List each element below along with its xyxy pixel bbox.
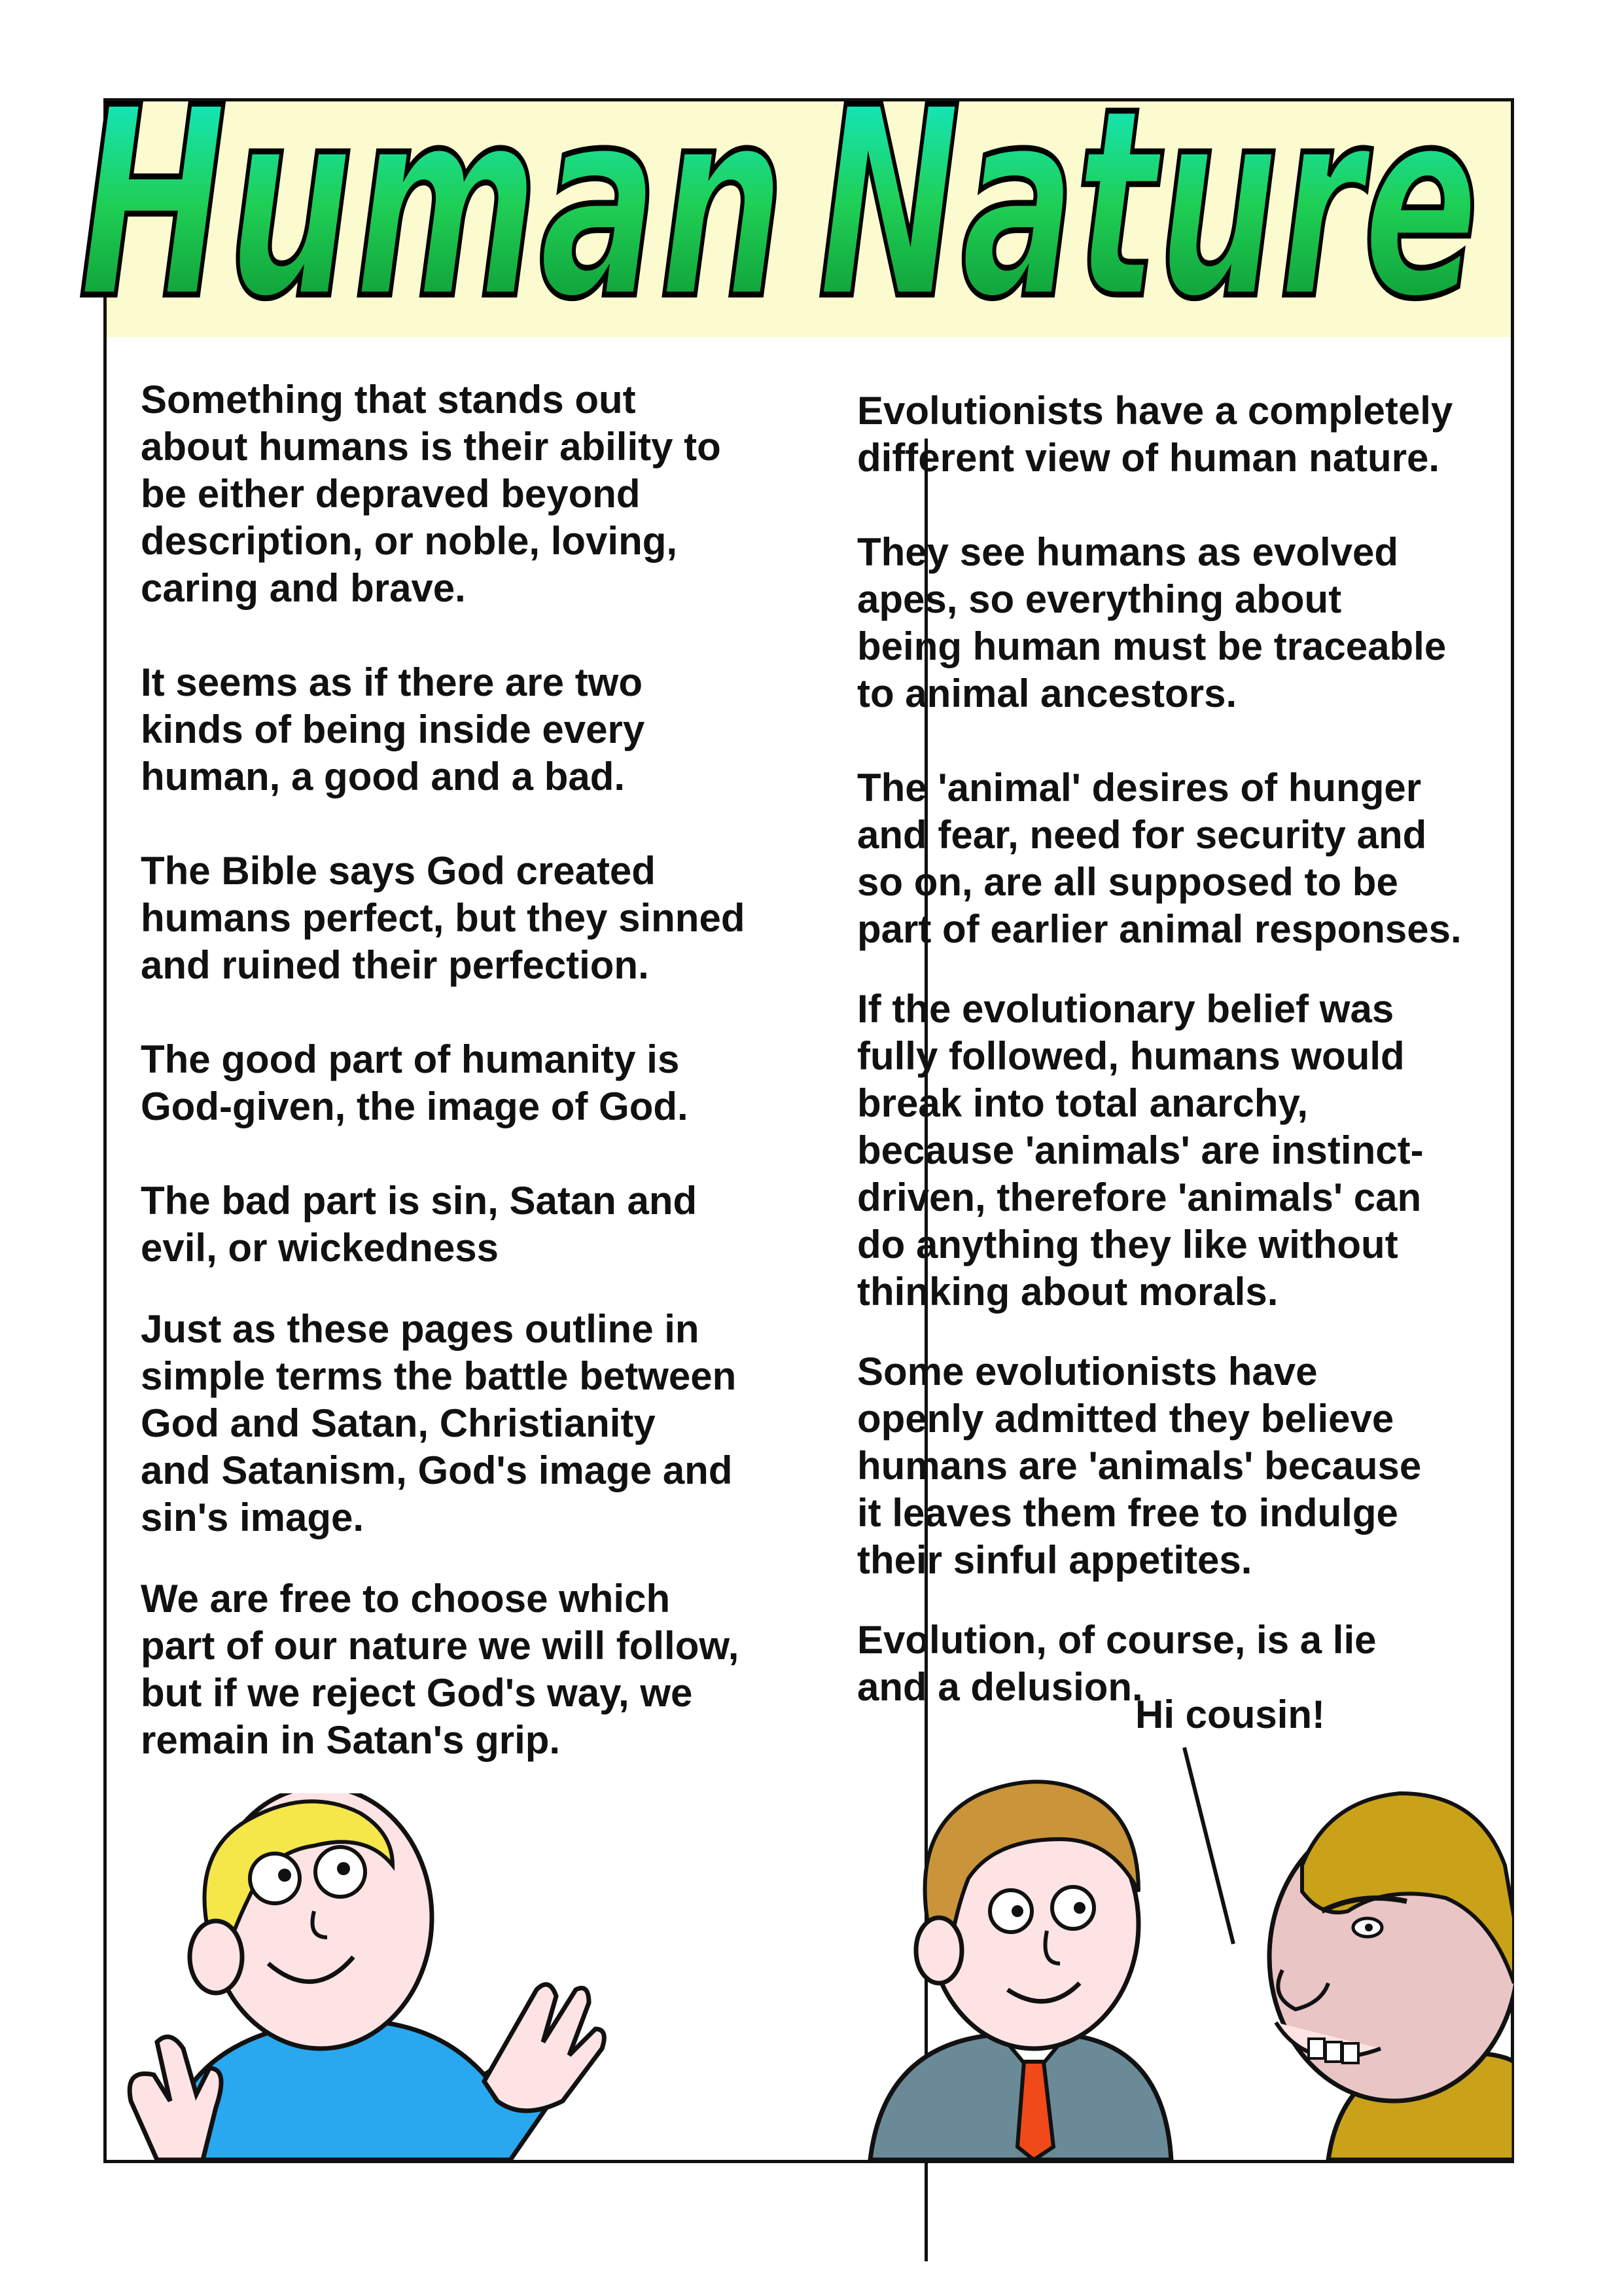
right-paragraph: They see humans as evolved apes, so everything about being human must be traceable to animal ancestors. [857,530,1447,715]
page-title [79,20,1518,327]
right-paragraph: Evolutionists have a completely different view of human nature. [857,389,1453,480]
left-paragraph: The bad part is sin, Satan and evil, or wickedness [141,1179,697,1270]
left-column [141,376,808,1764]
speech-bubble-text: Hi cousin! [1135,1693,1326,1736]
ape-man-illustration [1230,1787,1514,2160]
left-paragraph: The good part of humanity is God-given, the image of God. [141,1037,688,1128]
left-paragraph: Something that stands out about humans is their ability to be either depraved beyond description, or noble, loving, caring and brave. [141,378,721,610]
left-paragraph: The Bible says God created humans perfect, but they sinned and ruined their perfection. [141,849,745,987]
right-paragraph: If the evolutionary belief was fully followed, humans would break into total anarchy, because 'animals' are instinct- driven, therefore 'animals' can do anything they like without thinking about morals. [857,987,1424,1314]
right-paragraph: Some evolutionists have openly admitted they believe humans are 'animals' because it leaves them free to indulge their sinful appetites. [857,1350,1422,1582]
left-paragraph: It seems as if there are two kinds of being inside every human, a good and a bad. [141,660,645,798]
man-in-suit-illustration [864,1761,1191,2160]
right-column [857,387,1511,1711]
left-paragraph: Just as these pages outline in simple terms the battle between God and Satan, Christianity and Satanism, God's image and sin's image. [141,1307,737,1539]
title-word-human: Human [79,52,785,327]
right-paragraph: Evolution, of course, is a lie and a delusion. [857,1618,1377,1709]
left-paragraph: We are free to choose which part of our nature we will follow, but if we reject God's way, we remain in Satan's grip. [141,1577,739,1762]
right-paragraph: The 'animal' desires of hunger and fear, need for security and so on, are all supposed to be part of earlier animal responses. [857,766,1462,951]
title-word-nature: Nature [818,52,1479,327]
boy-illustration [118,1793,615,2160]
